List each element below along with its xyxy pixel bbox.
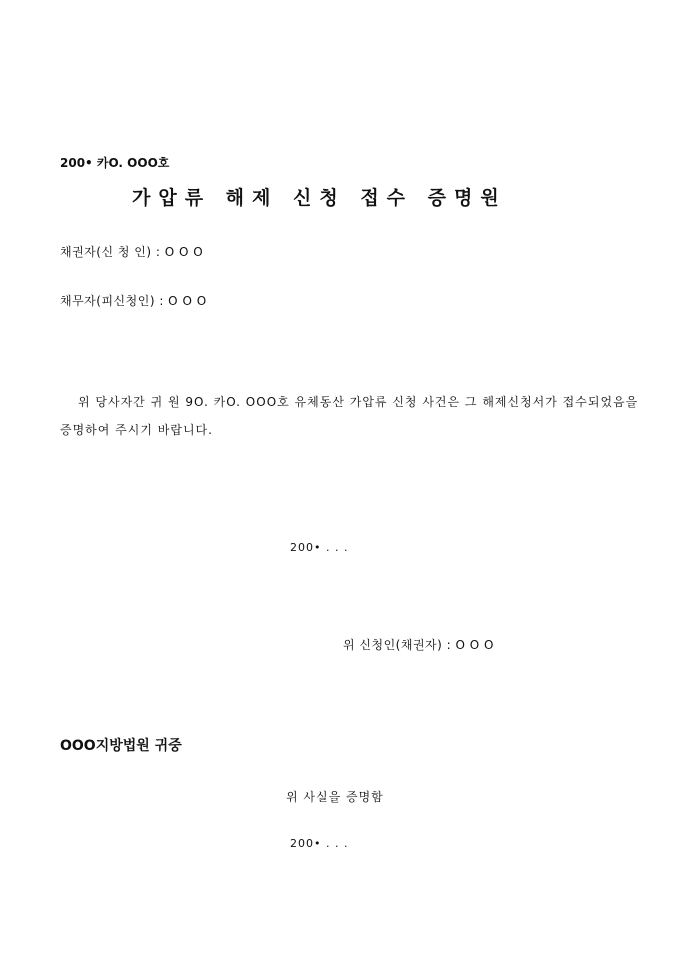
certification-line: 위 사실을 증명함 bbox=[286, 790, 384, 804]
application-date: 200• . . . bbox=[290, 541, 349, 554]
creditor-line: 채권자(신 청 인) : O O O bbox=[60, 245, 204, 259]
court-addressee: OOO지방법원 귀중 bbox=[60, 738, 182, 754]
document-title: 가압류 해제 신청 접수 증명원 bbox=[132, 187, 507, 209]
case-number: 200• 카O. OOO호 bbox=[60, 156, 170, 170]
debtor-line: 채무자(피신청인) : O O O bbox=[60, 294, 207, 308]
certification-date: 200• . . . bbox=[290, 837, 349, 850]
body-paragraph: 위 당사자간 귀 원 9O. 카O. OOO호 유체동산 가압류 신청 사건은 그 해제신청서가 접수되었음을 증명하여 주시기 바랍니다. bbox=[60, 395, 639, 437]
applicant-line: 위 신청인(채권자) : O O O bbox=[343, 638, 494, 652]
